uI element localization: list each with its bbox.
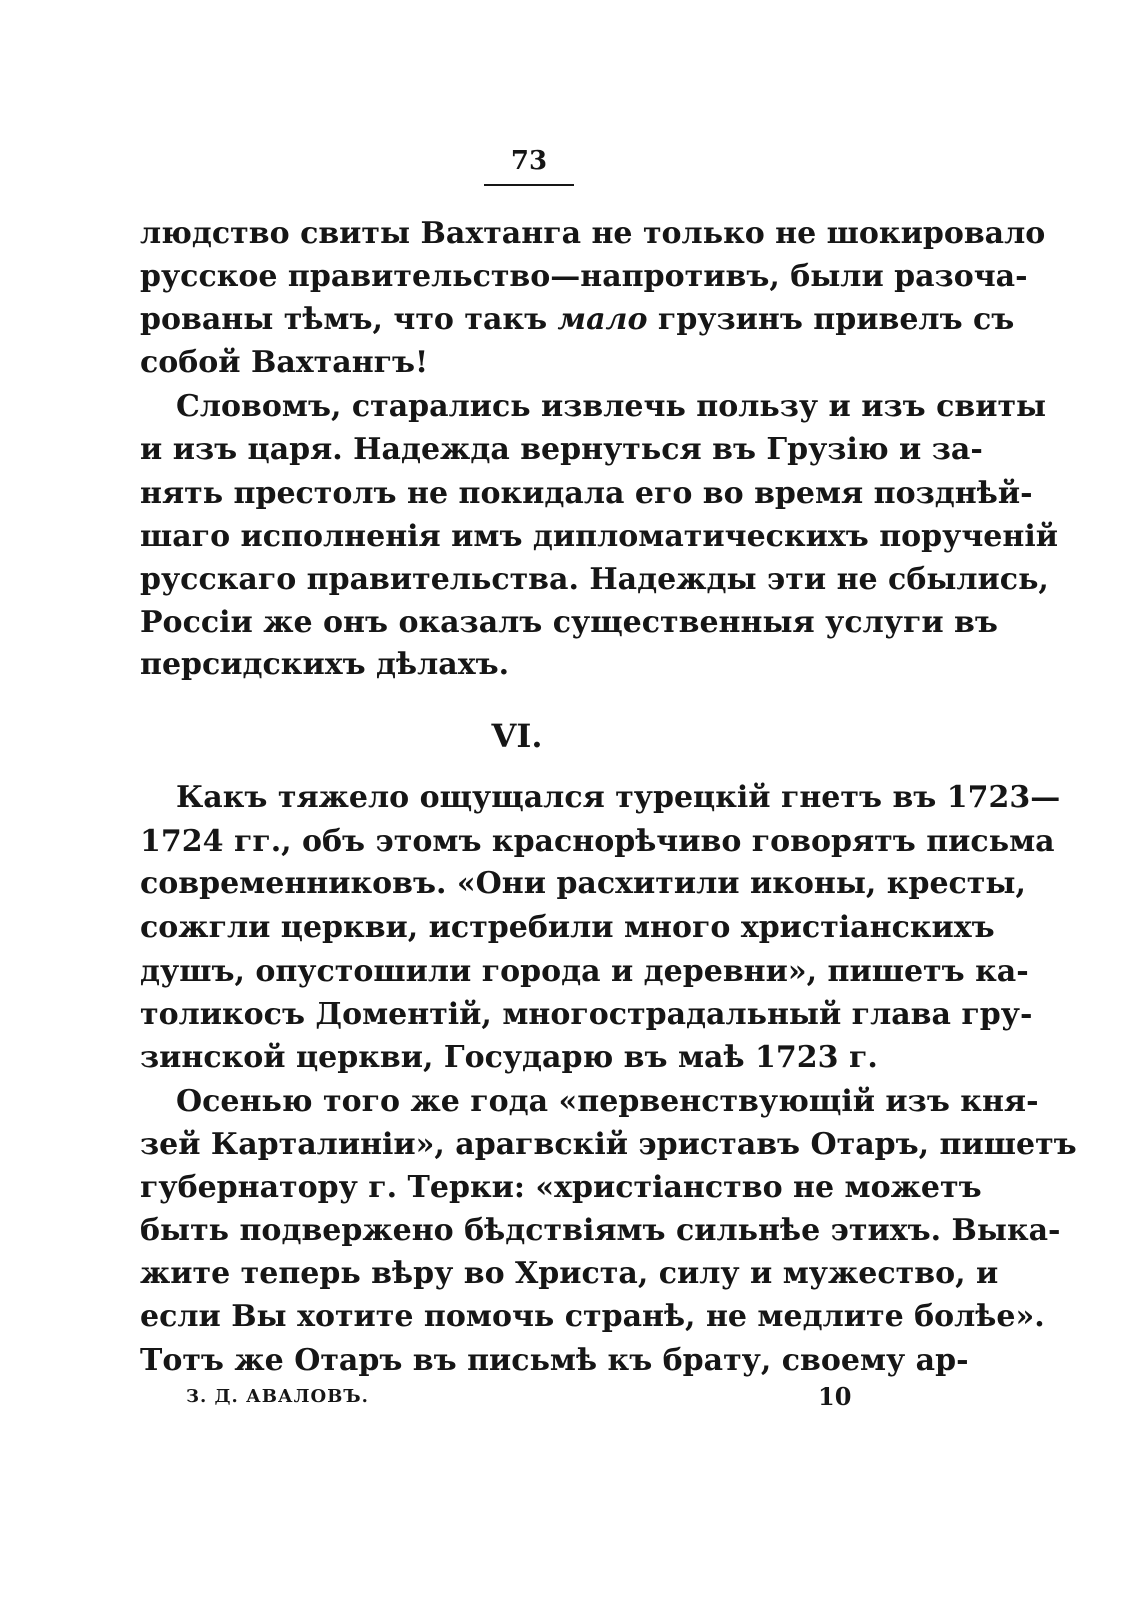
text-line: Какъ тяжело ощущался турецкій гнетъ въ 1723— [176,780,1061,815]
text-line: Тотъ же Отаръ въ письмѣ къ брату, своему ар- [140,1343,969,1378]
text-line: если Вы хотите помочь странѣ, не медлите болѣе». [140,1299,1045,1334]
italic-text: мало [557,302,648,337]
text-line: современниковъ. «Они расхитили иконы, кресты, [140,866,1026,901]
footer-author: З. Д. АВАЛОВЪ. [186,1386,369,1407]
text-line: жите теперь вѣру во Христа, силу и мужество, и [140,1256,999,1291]
text-run: рованы тѣмъ, что такъ [140,302,558,337]
text-line: персидскихъ дѣлахъ. [140,647,510,682]
text-line: Осенью того же года «первенствующій изъ кня- [176,1084,1039,1119]
text-line: нять престолъ не покидала его во время позднѣй- [140,476,1033,511]
text-line: шаго исполненія имъ дипломатическихъ порученій [140,519,1059,554]
text-line: людство свиты Вахтанга не только не шокировало [140,216,1046,251]
text-line: собой Вахтангъ! [140,345,429,380]
text-line: губернатору г. Терки: «христіанство не можетъ [140,1170,982,1205]
header-rule [484,184,574,186]
text-line: быть подвержено бѣдствіямъ сильнѣе этихъ. Выка- [140,1213,1061,1248]
text-line: толикосъ Доментій, многострадальный глава гру- [140,997,1033,1032]
footer-signature-mark: 10 [818,1382,852,1411]
text-line: сожгли церкви, истребили много христіанскихъ [140,910,995,945]
text-line [0,298,1015,342]
text-line: душъ, опустошили города и деревни», пишетъ ка- [140,954,1029,989]
text-line: русское правительство—напротивъ, были разоча- [140,259,1028,294]
text-line: русскаго правительства. Надежды эти не сбылись, [140,562,1049,597]
text-line: и изъ царя. Надежда вернуться въ Грузію и за- [140,432,983,467]
text-line: Словомъ, старались извлечь пользу и изъ свиты [176,389,1047,424]
text-line: зей Карталиніи», арагвскій эриставъ Отаръ, пишетъ [140,1127,1077,1162]
text-line: 1724 гг., объ этомъ краснорѣчиво говорятъ письма [140,824,1055,859]
text-run: грузинъ привелъ съ [647,302,1015,337]
text-line: Россіи же онъ оказалъ существенныя услуги въ [140,605,998,640]
section-heading: VI. [491,717,543,755]
page-number: 73 [510,146,548,176]
text-line: зинской церкви, Государю въ маѣ 1723 г. [140,1040,878,1075]
